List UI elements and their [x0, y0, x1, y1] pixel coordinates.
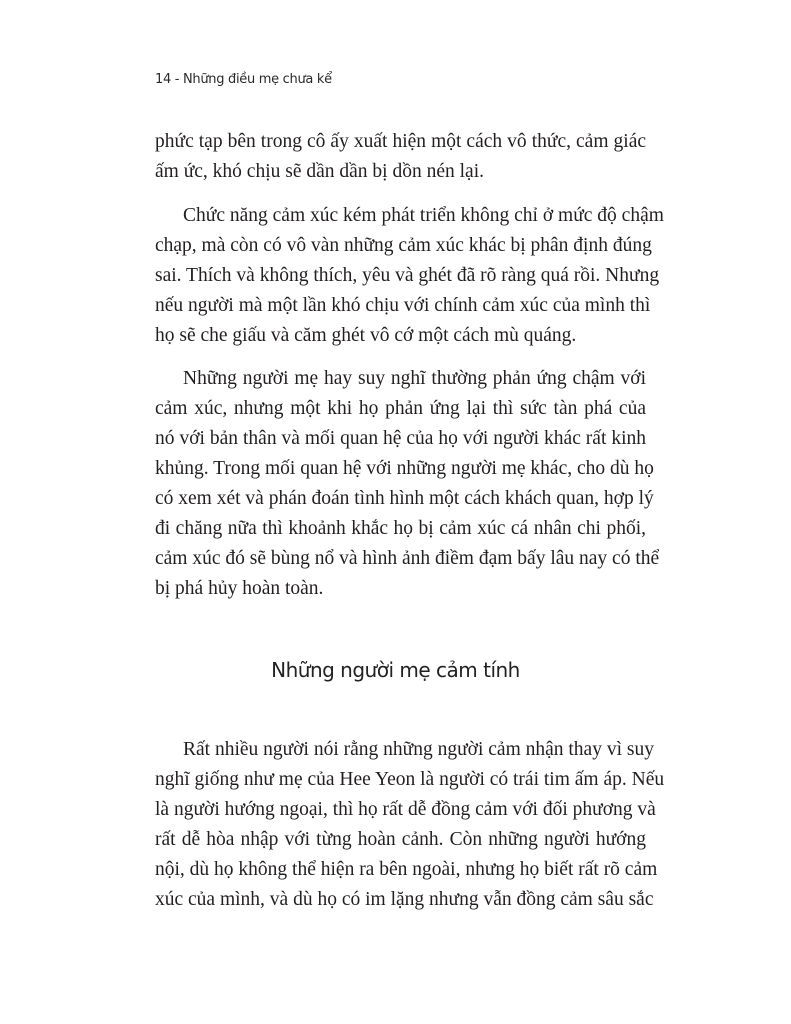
text-line: Chức năng cảm xúc kém phát triển không chỉ ở mức độ chậm — [183, 205, 664, 226]
text-line: nghĩ giống như mẹ của Hee Yeon là người có trái tim ấm áp. Nếu — [155, 769, 665, 790]
text-line: bị phá hủy hoàn toàn. — [155, 578, 324, 599]
text-line: Những người mẹ hay suy nghĩ thường phản ứng chậm với — [183, 368, 646, 389]
text-line: khủng. Trong mối quan hệ với những người mẹ khác, cho dù họ — [155, 458, 654, 479]
text-line: có xem xét và phán đoán tình hình một cách khách quan, hợp lý — [155, 488, 654, 509]
text-line: ấm ức, khó chịu sẽ dần dần bị dồn nén lại. — [155, 161, 484, 182]
running-head: 14 - Những điều mẹ chưa kể — [155, 72, 332, 87]
paragraph-2 — [155, 201, 664, 351]
text-line: cảm xúc đó sẽ bùng nổ và hình ảnh điềm đạm bấy lâu nay có thể — [155, 548, 660, 569]
text-line: chạp, mà còn có vô vàn những cảm xúc khác bị phân định đúng — [155, 235, 652, 256]
paragraph-1 — [155, 127, 646, 187]
text-line: Rất nhiều người nói rằng những người cảm nhận thay vì suy — [183, 739, 654, 760]
text-line: rất dễ hòa nhập với từng hoàn cảnh. Còn những người hướng — [155, 829, 646, 850]
text-line: xúc của mình, và dù họ có im lặng nhưng vẫn đồng cảm sâu sắc — [155, 889, 654, 910]
paragraph-4 — [155, 735, 665, 915]
text-line: nếu người mà một lần khó chịu với chính cảm xúc của mình thì — [155, 295, 651, 316]
text-line: là người hướng ngoại, thì họ rất dễ đồng cảm với đối phương và — [155, 799, 656, 820]
text-line: đi chăng nữa thì khoảnh khắc họ bị cảm xúc cá nhân chi phối, — [155, 518, 646, 539]
section-heading: Những người mẹ cảm tính — [271, 658, 520, 682]
text-line: họ sẽ che giấu và căm ghét vô cớ một cách mù quáng. — [155, 325, 577, 346]
text-line: sai. Thích và không thích, yêu và ghét đã rõ ràng quá rồi. Nhưng — [155, 265, 660, 286]
paragraph-3 — [155, 364, 660, 604]
text-line: nó với bản thân và mối quan hệ của họ với người khác rất kinh — [155, 428, 646, 449]
text-line: nội, dù họ không thể hiện ra bên ngoài, nhưng họ biết rất rõ cảm — [155, 859, 658, 880]
text-line: phức tạp bên trong cô ấy xuất hiện một cách vô thức, cảm giác — [155, 131, 646, 152]
text-line: cảm xúc, nhưng một khi họ phản ứng lại thì sức tàn phá của — [155, 398, 646, 419]
